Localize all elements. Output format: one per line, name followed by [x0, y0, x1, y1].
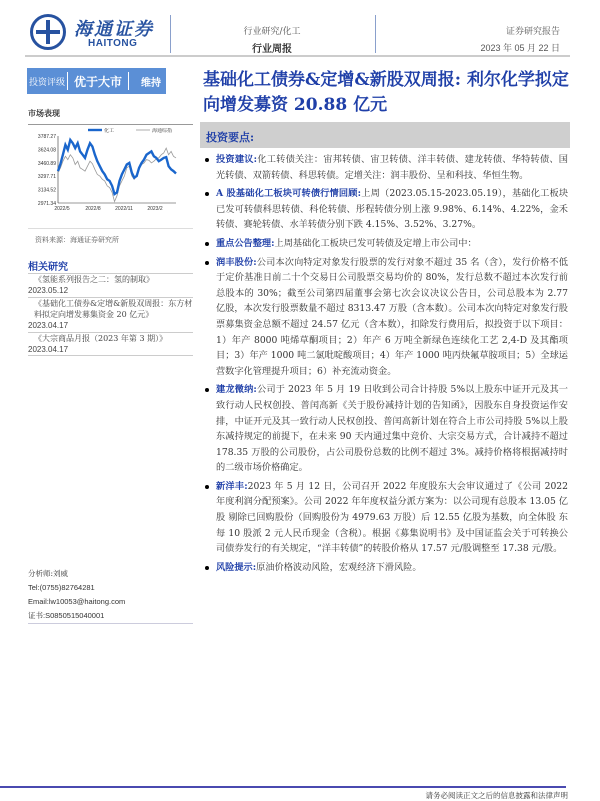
related-title: 《大宗商品月报（2023 年第 3 期）》: [34, 334, 168, 343]
analyst-info: [28, 567, 193, 624]
related-heading: 相关研究: [28, 262, 68, 273]
key-point: [202, 236, 568, 252]
key-point-text: 上周（2023.05.15-2023.05.19），基础化工板块已发可转债科思转债、科伦转债、彤程转债分别上涨 9.98%、6.14%、4.22%，金禾转债、赛轮转债、水羊转债分别下跌 4.15%、3.52%、3.27%。: [216, 188, 569, 231]
related-item[interactable]: [28, 273, 193, 296]
key-point-label: 新洋丰:: [216, 480, 248, 492]
rating-box: [27, 68, 166, 94]
key-point: [202, 255, 568, 380]
related-date: 2023.05.12: [28, 286, 69, 295]
key-point: [202, 560, 568, 576]
key-points-list: [202, 152, 568, 578]
report-category: 行业研究/化工: [243, 27, 301, 37]
key-point: [202, 382, 568, 476]
logo-mark-icon: [30, 14, 66, 50]
related-item[interactable]: [28, 332, 193, 356]
chart-source: 资料来源：海通证券研究所: [35, 236, 119, 244]
key-point-text: 公司于 2023 年 5 月 19 日收到公司合计持股 5%以上股东中证开元及其一致行动人民权创投、普闰高新《关于股份减持计划的告知函》，因股东自身投资运作安排，中证开元及其一致行动人民权创投、普闰高新计划在符合上市公司持股 5%以上股东减持规定的前提下，在未来 90 天内通过集中竞价、大宗交易方式，合计减持不超过 178.35 万股的公司股份，占公司股份总数的比例不超过 3%。减持价格将根据减持时的二级市场价格确定。: [216, 384, 568, 474]
header-divider: [170, 15, 171, 53]
x-tick-label: 2022/8: [85, 206, 101, 212]
key-point-label: 风险提示:: [216, 561, 257, 573]
x-tick-label: 2022/5: [54, 206, 70, 212]
legend-label: 化工: [104, 128, 115, 134]
key-point-text: 原油价格波动风险，宏观经济下滑风险。: [256, 561, 422, 573]
header-divider: [375, 15, 376, 53]
key-point: [202, 186, 568, 233]
rating-label: 投资评级: [29, 77, 66, 88]
related-title: 《氢能系列报告之二：氢的制取》: [34, 275, 154, 284]
analyst-name: 分析师:刘威: [28, 569, 69, 578]
series-line-chem: [58, 140, 176, 194]
key-point: [202, 479, 568, 557]
report-date: 2023 年 05 月 22 日: [480, 43, 560, 53]
y-tick-label: 3460.89: [37, 160, 56, 167]
key-point-label: 建龙微纳:: [216, 384, 257, 396]
legend-label: 海通综指: [152, 128, 173, 134]
related-date: 2023.04.17: [28, 321, 69, 330]
logo-cn: 海通证券: [74, 19, 154, 40]
rating-value: 优于大市: [74, 74, 123, 89]
market-chart: [28, 128, 196, 228]
key-point-text: 2023 年 5 月 12 日，公司召开 2022 年度股东大会审议通过了《公司 2022 年度利润分配预案》。公司 2022 年年度权益分派方案为：以公司现有总股本 13.05 亿股 剔除已回购股份（回购股份为 4979.63 万股）后 12.55 亿股为基数，向全体股 东每 10 股派 2 元人民币现金（含税）。根据《募集说明书》及中国证监会关于可转换公司债券发行的有关规定，“洋丰转债”的转股价格从 17.57 元/股调整至 17.38 元/股。: [216, 480, 568, 555]
analyst-tel: Tel:(0755)82764281: [28, 583, 95, 592]
logo-en: HAITONG: [88, 38, 138, 49]
key-point-label: 重点公告整理:: [216, 237, 275, 249]
y-tick-label: 3787.27: [37, 134, 56, 140]
key-point-label: 润丰股份:: [216, 256, 257, 268]
analyst-email[interactable]: Email:lw10053@haitong.com: [28, 597, 126, 606]
x-tick-label: 2023/2: [147, 206, 163, 212]
key-point-text: 化工转债关注：宙邦转债、宙卫转债、洋丰转债、建龙转债、华特转债、国光转债、双箭转债、科思转债。定增关注：润丰股份、呈和科技、华恒生物。: [216, 154, 568, 181]
key-points-heading: 投资要点:: [200, 122, 570, 148]
doc-type: 证券研究报告: [505, 27, 560, 37]
divider: [28, 228, 193, 229]
related-title: 《基础化工债券&定增&新股双周报：东方材料拟定向增发募集资金 20 亿元》: [34, 299, 193, 319]
related-item[interactable]: [28, 297, 193, 331]
key-point-text: 上周基础化工板块已发可转债及定增上市公司中：: [274, 237, 477, 249]
key-point: [202, 152, 568, 183]
report-title: 基础化工债券&定增&新股双周报: 利尔化学拟定向增发募资 20.88 亿元: [203, 70, 569, 115]
y-tick-label: 2971.34: [37, 201, 56, 207]
market-heading: 市场表现: [28, 108, 60, 118]
y-tick-label: 3624.08: [37, 147, 56, 154]
haitong-logo: [30, 14, 165, 56]
footer-disclaimer: 请务必阅读正文之后的信息披露和法律声明: [425, 791, 568, 800]
report-type: 行业周报: [252, 44, 292, 55]
y-tick-label: 3297.71: [37, 174, 56, 181]
divider: [28, 124, 193, 125]
key-point-label: 投资建议:: [216, 154, 258, 165]
footer-rule: [0, 786, 566, 788]
key-point-text: 公司本次向特定对象发行股票的发行对象不超过 35 名（含），发行价格不低于定价基准日前二十个交易日公司股票交易均价的 80%，发行总数不超过本次发行前总股本的 30%；截至公司第四届董事会第七次会议决议公告日，公司总股本为 2.77 亿股，本次发行股票数量不超过 8313.47 万股（含本数）。公司本次向特定对象发行股票募集资金总额不超过 24.57 亿元（含本数），扣除发行费用后，拟投资于以下项目：1）年产 8000 吨烯草酮项目；2）年产 6 万吨全新绿色连续化工艺 2,4-D 及其酯项目；3）年产 1000 吨二氯吡啶酸项目；4）年产 1000 吨丙炔氟草胺项目；5）全球运营数字化管理提升项目；6）补充流动资金。: [216, 256, 568, 377]
y-tick-label: 3134.52: [37, 187, 56, 194]
analyst-cert: 证书:S0850515040001: [28, 611, 105, 620]
x-tick-label: 2022/11: [115, 206, 133, 212]
key-point-label: A 股基础化工板块可转债行情回顾:: [216, 188, 362, 200]
header-rule: [25, 55, 570, 57]
related-date: 2023.04.17: [28, 345, 69, 354]
rating-status: 维持: [141, 77, 162, 89]
